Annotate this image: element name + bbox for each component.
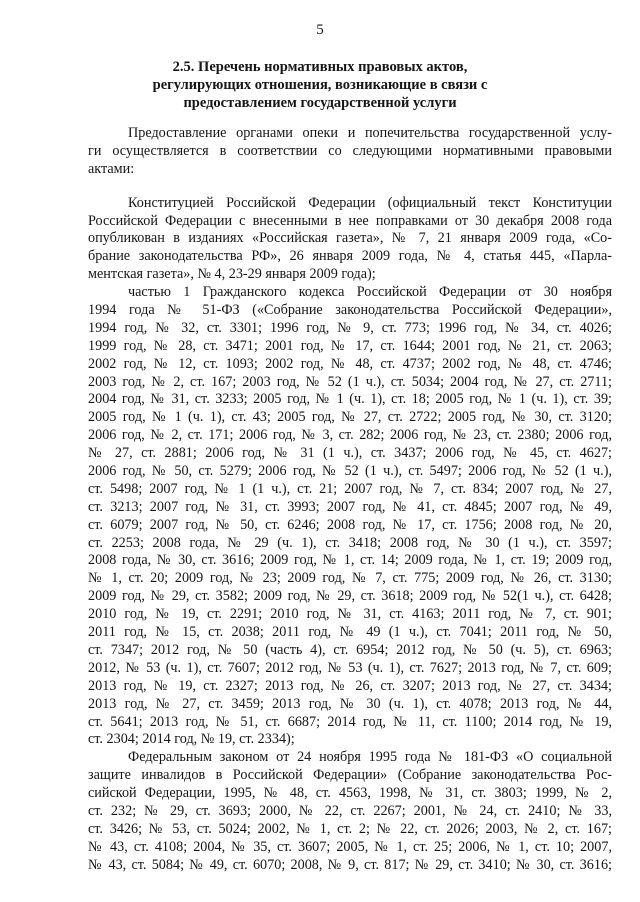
text-line: № 27, ст. 2881; 2006 год, № 31 (1 ч.), ст. 3437; 2006 год, № 45, ст. 4627; bbox=[88, 445, 612, 462]
text-line: 2013 год, № 19, ст. 2327; 2013 год, № 26, ст. 3207; 2013 год, № 27, ст. 3434; bbox=[88, 677, 612, 694]
text-line: 2004 год, № 31, ст. 3233; 2005 год, № 1 (ч. 1), ст. 18; 2005 год, № 1 (ч. 1), ст. 39; bbox=[88, 391, 612, 408]
text-line: Предоставление органами опеки и попечительства государственной услу- bbox=[128, 125, 612, 141]
text-line: 2009 год, № 29, ст. 3582; 2009 год, № 29, ст. 3618; 2009 год, № 52(1 ч.), ст. 6428; bbox=[88, 588, 612, 605]
text-line: Российской Федерации с внесенными в нее поправками от 30 декабря 2008 года bbox=[88, 212, 612, 229]
text-line: 2006 год, № 50, ст. 5279; 2006 год, № 52 (1 ч.), ст. 5497; 2006 год, № 52 (1 ч.), bbox=[88, 463, 612, 480]
heading-line: 2.5. Перечень нормативных правовых актов, bbox=[172, 59, 468, 75]
text-line: № 1, ст. 20; 2009 год, № 23; 2009 год, № 7, ст. 775; 2009 год, № 26, ст. 3130; bbox=[88, 570, 612, 587]
text-line: 2011 год, № 15, ст. 2038; 2011 год, № 49 (1 ч.), ст. 7041; 2011 год, № 50, bbox=[88, 624, 612, 641]
text-line: Федеральным законом от 24 ноября 1995 года № 181-ФЗ «О социальной bbox=[128, 749, 612, 766]
text-line: ст. 232; № 29, ст. 3693; 2000, № 22, ст. 2267; 2001, № 24, ст. 2410; № 33, bbox=[88, 802, 612, 819]
heading-line: предоставлением государственной услуги bbox=[183, 95, 457, 111]
text-line: ст. 5641; 2013 год, № 51, ст. 6687; 2014 год, № 11, ст. 1100; 2014 год, № 19, bbox=[88, 713, 612, 730]
text-line: ст. 6079; 2007 год, № 50, ст. 6246; 2008 год, № 17, ст. 1756; 2008 год, № 20, bbox=[88, 516, 612, 533]
text-line: защите инвалидов в Российской Федерации» (Собрание законодательства Рос- bbox=[88, 767, 612, 784]
text-line: 2013 год, № 27, ст. 3459; 2013 год, № 30 (ч. 1), ст. 4078; 2013 год, № 44, bbox=[88, 695, 612, 712]
text-line: ст. 3426; № 53, ст. 5024; 2002, № 1, ст. 2; № 22, ст. 2026; 2003, № 2, ст. 167; bbox=[88, 820, 612, 837]
text-line: 2006 год, № 2, ст. 171; 2006 год, № 3, ст. 282; 2006 год, № 23, ст. 2380; 2006 год, bbox=[88, 427, 612, 444]
paragraph bbox=[88, 749, 612, 874]
text-line: ст. 5498; 2007 год, № 1 (1 ч.), ст. 21; 2007 год, № 7, ст. 834; 2007 год, № 27, bbox=[88, 480, 612, 497]
text-line: сийской Федерации, 1995, № 48, ст. 4563, 1998, № 31, ст. 3803; 1999, № 2, bbox=[88, 785, 612, 802]
text-line: 1994 год, № 32, ст. 3301; 1996 год, № 9, ст. 773; 1996 год, № 34, ст. 4026; bbox=[88, 319, 612, 336]
text-line: 2003 год, № 2, ст. 167; 2003 год, № 52 (1 ч.), ст. 5034; 2004 год, № 27, ст. 2711; bbox=[88, 373, 612, 390]
paragraph bbox=[88, 125, 612, 179]
text-line: частью 1 Гражданского кодекса Российской Федерации от 30 ноября bbox=[128, 284, 612, 301]
text-line: 2012, № 53 (ч. 1), ст. 7607; 2012 год, № 53 (ч. 1), ст. 7627; 2013 год, № 7, ст. 609; bbox=[88, 659, 612, 676]
text-line: № 43, ст. 4108; 2004, № 35, ст. 3607; 2005, № 1, ст. 25; 2006, № 1, ст. 10; 2007, bbox=[88, 838, 612, 855]
text-line: ментская газета», № 4, 23-29 января 2009 года); bbox=[88, 266, 376, 283]
text-line: опубликован в изданиях «Российская газета», № 7, 21 января 2009 года, «Со- bbox=[88, 230, 612, 247]
text-line: 2002 год, № 12, ст. 1093; 2002 год, № 48, ст. 4737; 2002 год, № 48, ст. 4746; bbox=[88, 355, 612, 372]
heading-line: регулирующих отношения, возникающие в связи с bbox=[152, 77, 488, 93]
text-line: брание законодательства РФ», 26 января 2009 года, № 4, статья 445, «Парла- bbox=[88, 248, 612, 265]
text-line: 1994 года № 51-ФЗ («Собрание законодательства Российской Федерации», bbox=[88, 302, 612, 319]
text-line: 1999 год, № 28, ст. 3471; 2001 год, № 17, ст. 1644; 2001 год, № 21, ст. 2063; bbox=[88, 337, 612, 354]
paragraph bbox=[88, 284, 612, 749]
text-line: ги осуществляется в соответствии со следующими нормативными правовыми bbox=[88, 142, 612, 159]
section-heading bbox=[130, 58, 510, 112]
text-line: актами: bbox=[88, 160, 135, 177]
document-body bbox=[88, 125, 612, 875]
text-line: ст. 3213; 2007 год, № 31, ст. 3993; 2007 год, № 41, ст. 4845; 2007 год, № 49, bbox=[88, 498, 612, 515]
text-line: ст. 7347; 2012 год, № 50 (часть 4), ст. 6954; 2012 год, № 50 (ч. 5), ст. 6963; bbox=[88, 641, 612, 658]
text-line: № 43, ст. 5084; № 49, ст. 6070; 2008, № 9, ст. 817; № 29, ст. 3410; № 30, ст. 3616; bbox=[88, 856, 612, 873]
text-line: 2010 год, № 19, ст. 2291; 2010 год, № 31, ст. 4163; 2011 год, № 7, ст. 901; bbox=[88, 606, 612, 623]
text-line: ст. 2304; 2014 год, № 19, ст. 2334); bbox=[88, 731, 295, 748]
text-line: 2005 год, № 1 (ч. 1), ст. 43; 2005 год, № 27, ст. 2722; 2005 год, № 30, ст. 3120; bbox=[88, 409, 612, 426]
page-number: 5 bbox=[316, 22, 324, 38]
text-line: ст. 2253; 2008 года, № 29 (ч. 1), ст. 3418; 2008 год, № 30 (1 ч.), ст. 3597; bbox=[88, 534, 612, 551]
text-line: Конституцией Российской Федерации (официальный текст Конституции bbox=[128, 194, 612, 211]
paragraph bbox=[88, 195, 612, 284]
text-line: 2008 года, № 30, ст. 3616; 2009 год, № 1, ст. 14; 2009 года, № 1, ст. 19; 2009 год, bbox=[88, 552, 612, 569]
